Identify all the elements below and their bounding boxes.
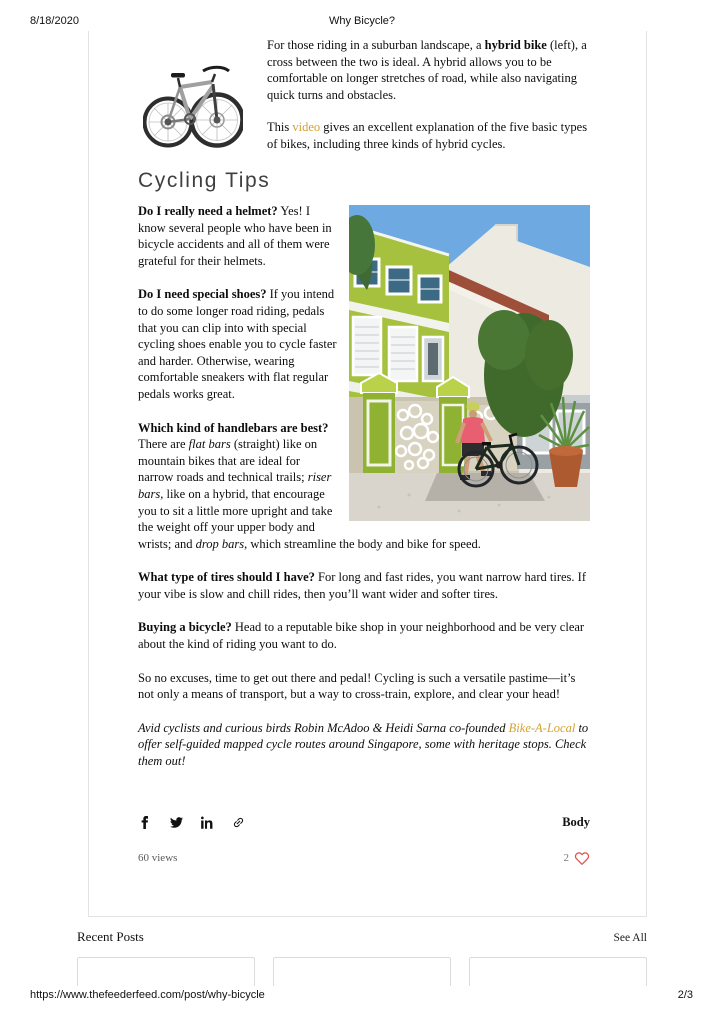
intro-paragraph-2: This video gives an excellent explanation of the five basic types of bikes, including three kinds of hybrid cycles. xyxy=(267,120,588,151)
tip-shoes: Do I need special shoes? If you intend to do some longer road riding, pedals that you can clip into with special cycling shoes enable you to cycle faster and harder. Otherwise, wearing comfortable sneakers with flat regular pedals works great. xyxy=(138,287,337,401)
view-count: 60 views xyxy=(138,852,178,865)
closing-paragraph: So no excuses, time to get out there and pedal! Cycling is such a versatile pastime—it’s not only a means of transport, but a way to cross-train, explore, and clear your head! xyxy=(138,670,576,702)
recent-post-card[interactable] xyxy=(469,957,647,986)
section-heading-cycling-tips: Cycling Tips xyxy=(138,169,271,192)
share-icons xyxy=(138,815,262,830)
facebook-icon[interactable] xyxy=(138,815,153,830)
print-header-title: Why Bicycle? xyxy=(328,15,396,27)
bicycle-illustration xyxy=(143,38,243,152)
heart-icon[interactable] xyxy=(574,851,590,866)
print-footer-page: 2/3 xyxy=(677,989,693,1001)
recent-post-card[interactable] xyxy=(273,957,451,986)
tips-section xyxy=(138,203,590,770)
video-link[interactable]: video xyxy=(292,120,321,134)
like-counter xyxy=(564,851,591,866)
intro-section xyxy=(138,37,590,152)
intro-paragraph-1: For those riding in a suburban landscape, a hybrid bike (left), a cross between the two is ideal. A hybrid allows you to be comfortable on longer stretches of road, while also navigating quick turns and obstacles. xyxy=(267,38,587,102)
share-row xyxy=(138,815,590,830)
author-bio: Avid cyclists and curious birds Robin McAdoo & Heidi Sarna co-founded Bike-A-Local to offer self-guided mapped cycle routes around Singapore, some with heritage stops. Check them out! xyxy=(138,720,589,769)
twitter-icon[interactable] xyxy=(169,815,184,830)
tip-tires: What type of tires should I have? For long and fast rides, you want narrow hard tires. If your vibe is slow and chill rides, then you’ll want wider and softer tires. xyxy=(138,570,586,601)
linkedin-icon[interactable] xyxy=(200,815,215,830)
hybrid-bike-photo xyxy=(143,38,243,152)
see-all-link[interactable]: See All xyxy=(613,932,647,944)
bike-a-local-link[interactable]: Bike-A-Local xyxy=(508,720,576,735)
recent-posts-row xyxy=(77,929,647,945)
stats-row xyxy=(138,851,590,866)
tip-helmet: Do I really need a helmet? Yes! I know several people who have been in bicycle accidents and all of them were grateful for their helmets. xyxy=(138,204,332,268)
print-footer-url: https://www.thefeederfeed.com/post/why-bicycle xyxy=(30,989,265,1001)
shophouse-illustration xyxy=(349,205,590,521)
tip-buying: Buying a bicycle? Head to a reputable bike shop in your neighborhood and be very clear about the kind of riding you want to do. xyxy=(138,620,585,652)
recent-posts-cards xyxy=(77,957,647,986)
copy-link-icon[interactable] xyxy=(231,815,246,830)
recent-posts-heading: Recent Posts xyxy=(77,929,144,944)
blog-post-card xyxy=(88,31,647,917)
hybrid-bike-bold: hybrid bike xyxy=(484,38,547,52)
intro-text xyxy=(267,37,590,152)
print-header-date: 8/18/2020 xyxy=(30,15,79,27)
recent-post-card[interactable] xyxy=(77,957,255,986)
category-tag[interactable]: Body xyxy=(562,814,590,829)
green-shophouse-cyclist-photo xyxy=(349,205,590,521)
tip-handlebars: Which kind of handlebars are best? There are flat bars (straight) like on mountain bikes that are ideal for narrow roads and technical trails; riser bars, like on a hybrid, that encourage you to sit a little more upright and take the weight off your upper body and wrists; and drop bars, which streamline the body and bike for speed. xyxy=(138,420,481,551)
like-count: 2 xyxy=(563,852,569,865)
